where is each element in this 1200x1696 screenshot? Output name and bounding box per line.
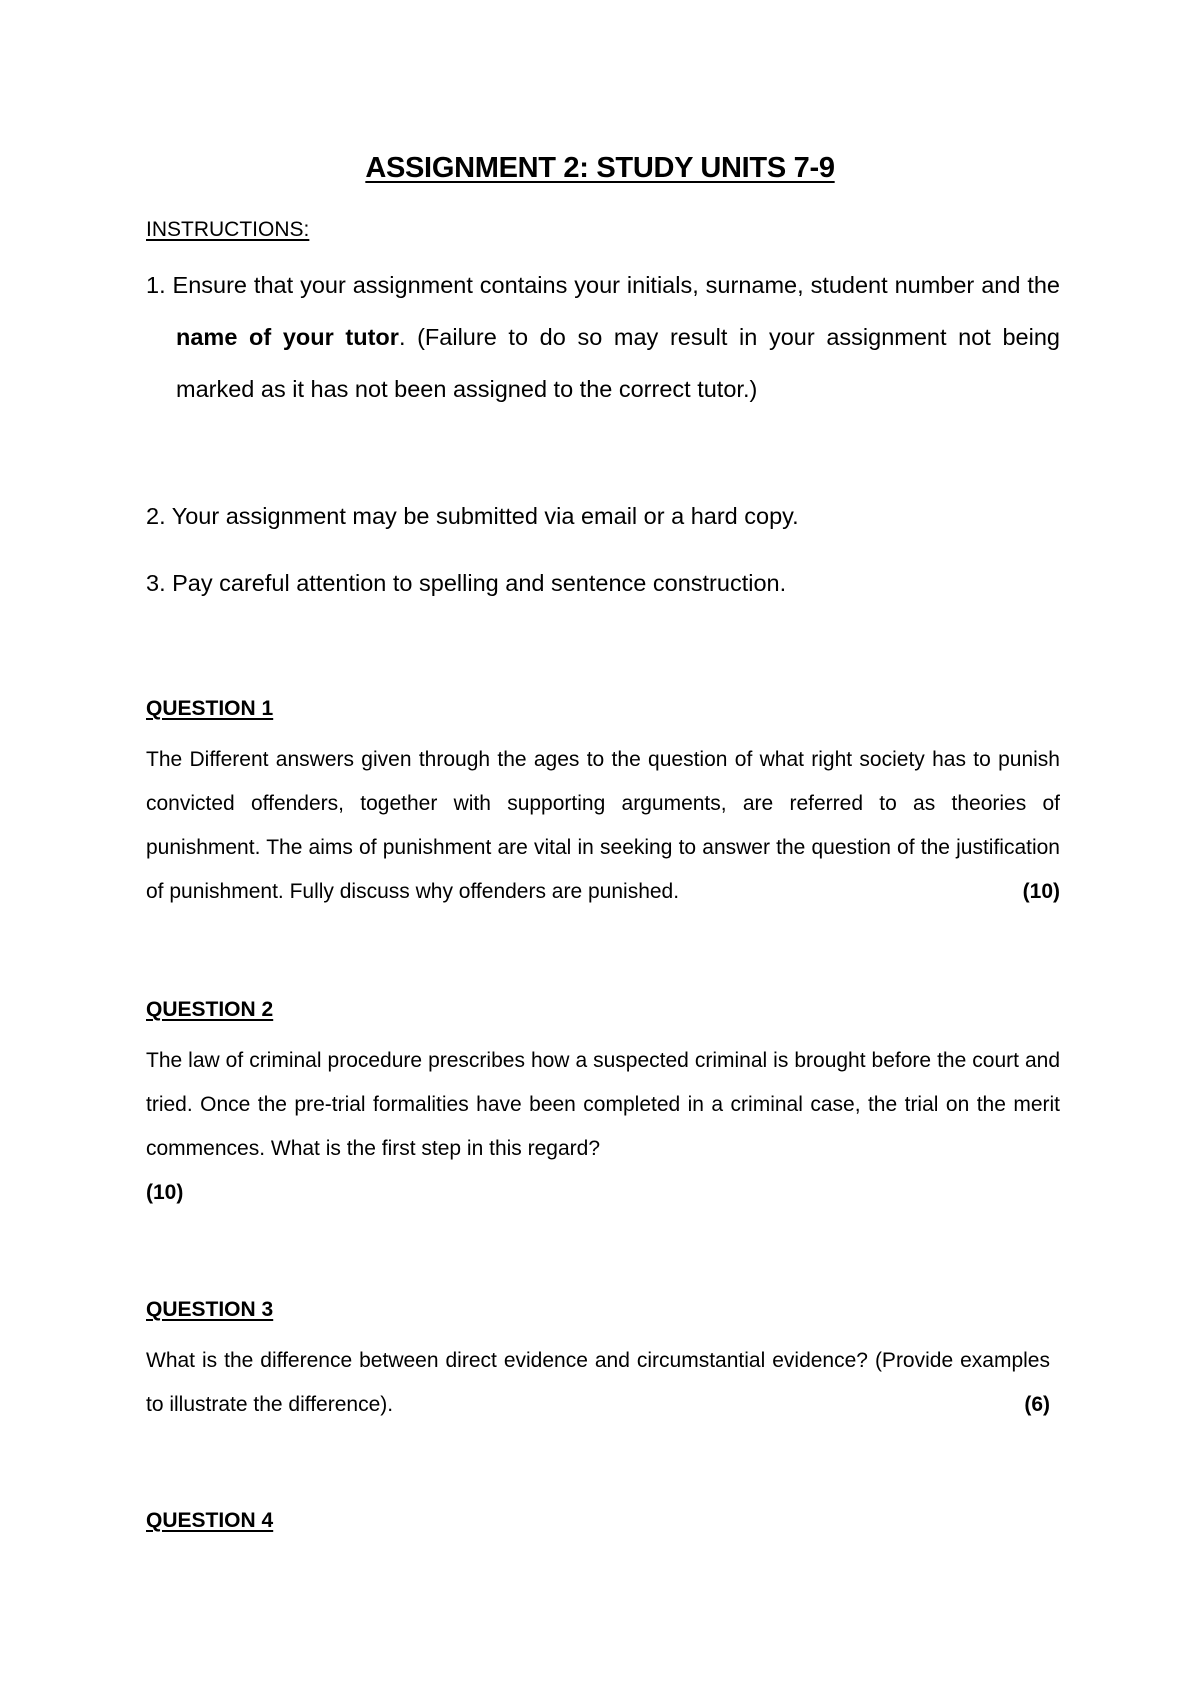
- instruction-1-bold: name of your tutor: [176, 324, 399, 350]
- question-2-text: [146, 1039, 1060, 1215]
- instruction-1-number: 1.: [146, 272, 166, 298]
- question-1-body: The Different answers given through the ages to the question of what right society has to punish convicted offenders, together with supporting arguments, are referred to as theories of punishment. The aims of punishment are vital in seeking to answer the question of the justification of punishment. Fully discuss why offenders are punished.: [146, 748, 1060, 903]
- question-1-marks: (10): [1022, 880, 1060, 903]
- question-3-heading: QUESTION 3: [146, 1298, 274, 1321]
- instruction-item-3: 3. Pay careful attention to spelling and sentence construction.: [146, 570, 787, 596]
- instruction-item-2: 2. Your assignment may be submitted via email or a hard copy.: [146, 503, 799, 529]
- question-4-heading: QUESTION 4: [146, 1509, 274, 1532]
- question-1-text: [146, 738, 1060, 914]
- question-3-text: [146, 1339, 1050, 1427]
- question-1-heading: QUESTION 1: [146, 697, 274, 720]
- instruction-1-text-after: . (Failure to do so may result in your assignment not being marked as it has not been assigned to the correct tutor.): [176, 324, 1060, 402]
- question-2-marks: (10): [146, 1181, 184, 1204]
- question-2-heading: QUESTION 2: [146, 998, 274, 1021]
- question-3-marks: (6): [1024, 1393, 1050, 1416]
- instructions-heading: INSTRUCTIONS:: [146, 218, 310, 241]
- instruction-item-1: [146, 259, 1060, 415]
- assignment-title: ASSIGNMENT 2: STUDY UNITS 7-9: [365, 152, 835, 184]
- question-3-body: What is the difference between direct evidence and circumstantial evidence? (Provide examples to illustrate the difference).: [146, 1349, 1050, 1416]
- question-2-body: The law of criminal procedure prescribes how a suspected criminal is brought before the court and tried. Once the pre-trial formalities have been completed in a criminal case, the trial on the merit commences. What is the first step in this regard?: [146, 1049, 1060, 1160]
- instruction-1-text-before: Ensure that your assignment contains your initials, surname, student number and the: [172, 272, 1060, 298]
